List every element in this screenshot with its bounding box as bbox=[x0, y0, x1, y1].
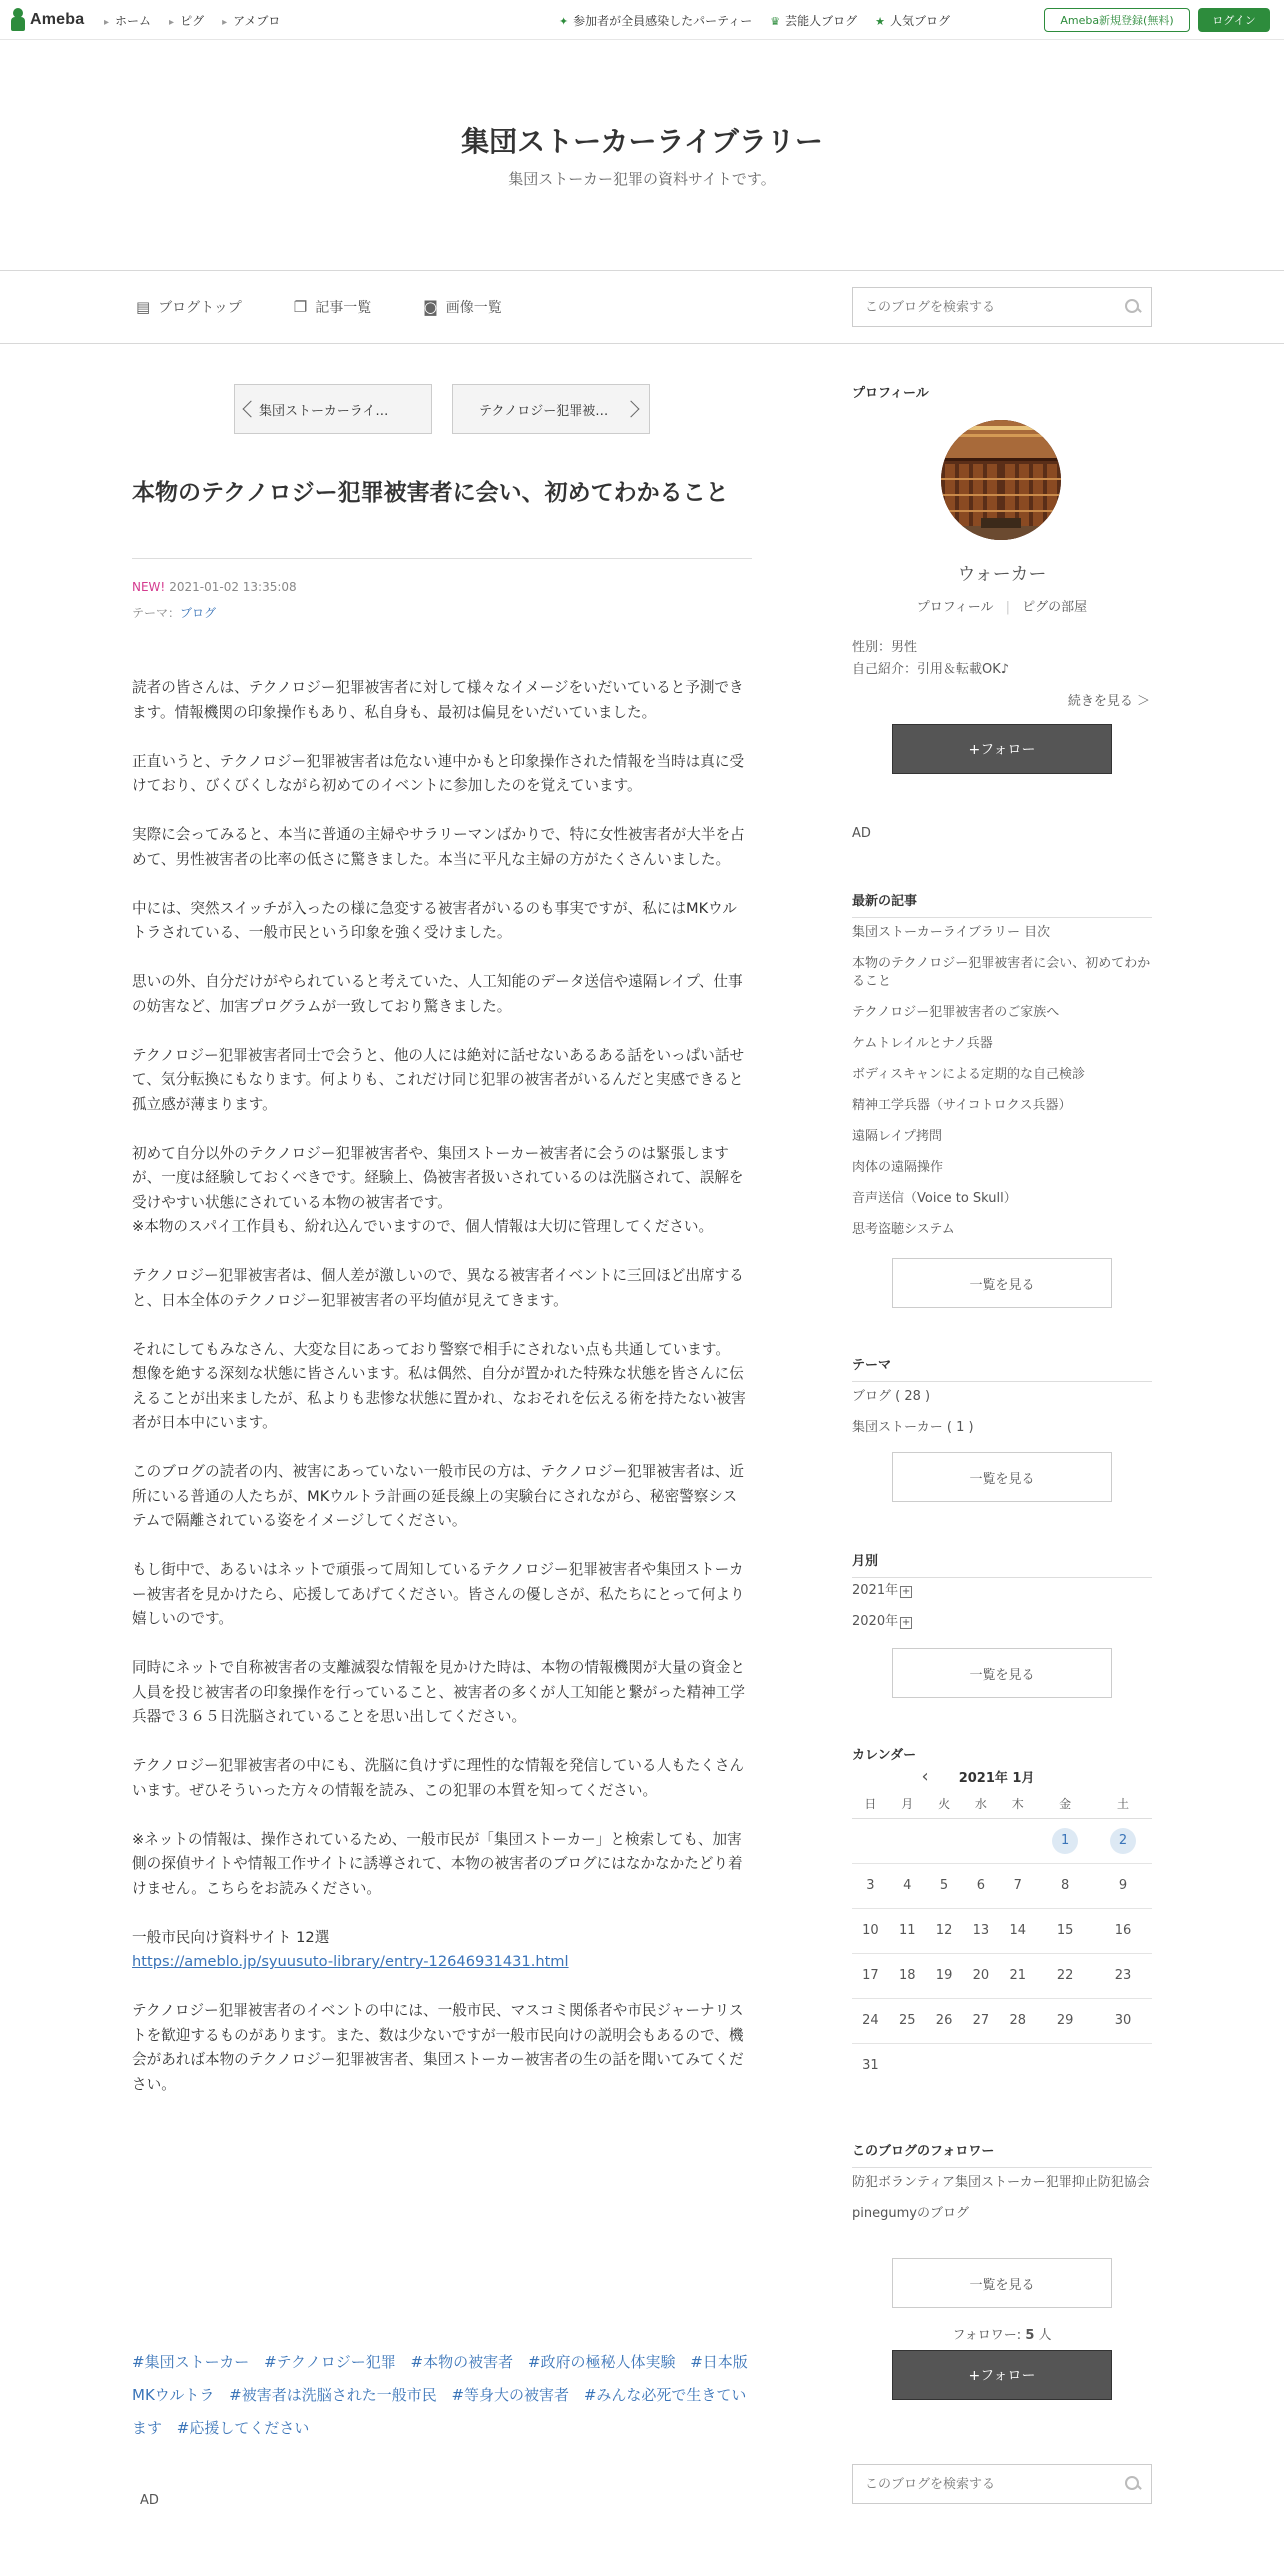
calendar-day: 24 bbox=[852, 1998, 889, 2043]
camera-icon: ◙ bbox=[423, 298, 438, 316]
follower-count-unit: 人 bbox=[1038, 2328, 1052, 2343]
featured-link-celebrity[interactable] bbox=[770, 12, 857, 29]
hashtag[interactable]: #集団ストーカー bbox=[132, 2353, 250, 2371]
nav-home[interactable]: ▸ ホーム bbox=[104, 12, 151, 29]
blog-header bbox=[0, 40, 1284, 270]
crown-icon: ♛ bbox=[770, 15, 781, 28]
profile-heading: プロフィール bbox=[852, 386, 929, 401]
entry-paragraph: ※ネットの情報は、操作されているため、一般市民が「集団ストーカー」と検索しても、加害側の探偵サイトや情報工作サイトに誘導されて、本物の被害者のブログにはなかなかたどり着けません。こちらをお読みください。 bbox=[132, 1830, 743, 1897]
weekday: 月 bbox=[889, 1790, 926, 1818]
weekday: 日 bbox=[852, 1790, 889, 1818]
calendar-day: 13 bbox=[962, 1908, 999, 1953]
featured-link-popular[interactable] bbox=[875, 12, 950, 29]
nav-ameblo[interactable]: ▸ アメブロ bbox=[222, 12, 280, 29]
calendar-day: 6 bbox=[962, 1863, 999, 1908]
entry-paragraph: テクノロジー犯罪被害者は、個人差が激しいので、異なる被害者イベントに三回ほど出席すると、日本全体のテクノロジー犯罪被害者の平均値が見えてきます。 bbox=[132, 1267, 744, 1309]
global-header bbox=[0, 0, 1284, 40]
entry-meta bbox=[132, 580, 297, 594]
resource-title: 一般市民向け資料サイト 12選 bbox=[132, 1928, 330, 1946]
month-heading: 月別 bbox=[852, 1550, 1152, 1578]
calendar-day: 17 bbox=[852, 1953, 889, 1998]
entry-paragraph: もし街中で、あるいはネットで頑張って周知しているテクノロジー犯罪被害者や集団ストーカー被害者を見かけたら、応援してあげてください。皆さんの優しさが、私たちにとって何より嬉しいのです。 bbox=[132, 1561, 745, 1627]
month-see-all-button[interactable]: 一覧を見る bbox=[892, 1648, 1112, 1698]
featured-link-party[interactable] bbox=[559, 12, 752, 29]
calendar-day: 21 bbox=[999, 1953, 1036, 1998]
ameba-logo[interactable] bbox=[10, 6, 84, 34]
sidebar-search-input[interactable] bbox=[853, 2465, 1103, 2503]
latest-item[interactable]: テクノロジー犯罪被害者のご家族へ bbox=[852, 1005, 1060, 1020]
calendar-day: 5 bbox=[926, 1863, 963, 1908]
follower-count-value: 5 bbox=[1025, 2328, 1035, 2343]
theme-heading: テーマ bbox=[852, 1354, 1152, 1382]
entry-theme-link[interactable]: ブログ bbox=[180, 606, 217, 620]
weekday: 水 bbox=[962, 1790, 999, 1818]
follow-button[interactable]: +フォロー bbox=[892, 724, 1112, 774]
followers-see-all-button[interactable]: 一覧を見る bbox=[892, 2258, 1112, 2308]
latest-item[interactable]: ケムトレイルとナノ兵器 bbox=[852, 1036, 993, 1051]
calendar-week bbox=[852, 1998, 1152, 2043]
register-button[interactable]: Ameba新規登録(無料) bbox=[1044, 8, 1190, 32]
latest-item[interactable]: 遠隔レイプ拷問 bbox=[852, 1129, 942, 1144]
calendar-day: 25 bbox=[889, 1998, 926, 2043]
calendar bbox=[852, 1790, 1152, 2088]
calendar-day: 18 bbox=[889, 1953, 926, 1998]
hashtag[interactable]: #等身大の被害者 bbox=[451, 2386, 570, 2404]
hashtag[interactable]: #みんな必死で生きています bbox=[132, 2386, 747, 2437]
entry-paragraph: 初めて自分以外のテクノロジー犯罪被害者や、集団ストーカー被害者に会うのは緊張しますが、一度は経験しておくべきです。経験上、偽被害者扱いされているのは洗脳されて、誤解を受けやすい状態にされている本物の被害者です。 ※本物のスパイ工作員も、紛れ込んでいますので、個人情報は大切に管理してください。 bbox=[132, 1144, 744, 1235]
nav-pigg[interactable]: ▸ ピグ bbox=[169, 12, 204, 29]
calendar-day: 29 bbox=[1036, 1998, 1094, 2043]
calendar-day-posted[interactable]: 2 bbox=[1094, 1818, 1152, 1863]
calendar-week bbox=[852, 1818, 1152, 1863]
expand-icon[interactable]: + bbox=[901, 1586, 911, 1597]
calendar-day-posted[interactable]: 1 bbox=[1036, 1818, 1094, 1863]
calendar-prev-icon[interactable]: ‹ bbox=[921, 1766, 929, 1787]
month-item[interactable] bbox=[852, 1582, 1152, 1600]
entry-paragraph: 正直いうと、テクノロジー犯罪被害者は危ない連中かもと印象操作された情報を当時は真に受けており、びくびくしながら初めてのイベントに参加したのを覚えています。 bbox=[132, 752, 745, 794]
hashtag[interactable]: #テクノロジー犯罪 bbox=[264, 2353, 396, 2371]
entry-datetime: 2021-01-02 13:35:08 bbox=[169, 580, 297, 594]
latest-heading: 最新の記事 bbox=[852, 890, 1152, 918]
entry-paragraph: 思いの外、自分だけがやられていると考えていた、人工知能のデータ送信や遠隔レイプ、仕事の妨害など、加害プログラムが一致しており驚きました。 bbox=[132, 973, 743, 1015]
blog-search-input[interactable] bbox=[853, 288, 1103, 326]
nav-image-list[interactable] bbox=[423, 297, 502, 317]
follower-count bbox=[852, 2324, 1152, 2343]
theme-item[interactable]: ブログ ( 28 ) bbox=[852, 1389, 931, 1404]
entry-closing: テクノロジー犯罪被害者のイベントの中には、一般市民、マスコミ関係者や市民ジャーナリストを歓迎するものがあります。また、数は少ないですが一般市民向けの説明会もあるので、機会があれば本物のテクノロジー犯罪被害者、集団ストーカー被害者の生の話を聞いてみてください。 bbox=[132, 2002, 744, 2093]
login-button[interactable]: ログイン bbox=[1198, 8, 1270, 32]
entry-paragraph: 読者の皆さんは、テクノロジー犯罪被害者に対して様々なイメージをいだいていると予測できます。情報機関の印象操作もあり、私自身も、最初は偏見をいだいていました。 bbox=[132, 679, 744, 721]
calendar-day: 12 bbox=[926, 1908, 963, 1953]
calendar-day: 26 bbox=[926, 1998, 963, 2043]
theme-list bbox=[852, 1388, 1152, 1450]
latest-list bbox=[852, 924, 1152, 1252]
latest-item[interactable]: 音声送信（Voice to Skull） bbox=[852, 1191, 1017, 1206]
calendar-day: 3 bbox=[852, 1863, 889, 1908]
entry-title[interactable]: 本物のテクノロジー犯罪被害者に会い、初めてわかること bbox=[132, 480, 729, 506]
blog-title[interactable]: 集団ストーカーライブラリー bbox=[461, 125, 823, 158]
follow-button-bottom[interactable]: +フォロー bbox=[892, 2350, 1112, 2400]
calendar-day: 20 bbox=[962, 1953, 999, 1998]
calendar-day: 22 bbox=[1036, 1953, 1094, 1998]
profile-gender: 性別：男性 bbox=[852, 640, 918, 655]
calendar-month bbox=[852, 1766, 1152, 1787]
profile-avatar[interactable] bbox=[941, 420, 1061, 540]
copy-icon: ❐ bbox=[293, 298, 308, 316]
search-icon[interactable] bbox=[1125, 299, 1141, 315]
hashtag-list bbox=[132, 2346, 750, 2445]
calendar-day: 14 bbox=[999, 1908, 1036, 1953]
blog-description: 集団ストーカー犯罪の資料サイトです。 bbox=[508, 170, 776, 188]
title-divider bbox=[132, 558, 752, 559]
follower-count-label: フォロワー: bbox=[952, 2328, 1022, 2343]
ameba-logo-icon bbox=[10, 8, 26, 32]
theme-item[interactable]: 集団ストーカー ( 1 ) bbox=[852, 1420, 974, 1435]
profile-links: プロフィール | ピグの部屋 bbox=[916, 600, 1088, 615]
calendar-day: 15 bbox=[1036, 1908, 1094, 1953]
hashtag[interactable]: #被害者は洗脳された一般市民 bbox=[229, 2386, 437, 2404]
weekday: 土 bbox=[1094, 1790, 1152, 1818]
calendar-week bbox=[852, 1863, 1152, 1908]
calendar-week bbox=[852, 1908, 1152, 1953]
followers-heading: このブログのフォロワー bbox=[852, 2140, 1152, 2168]
month-label: 2020年 bbox=[852, 1614, 899, 1629]
ad-label: AD bbox=[140, 2493, 159, 2508]
nav-entry-list[interactable] bbox=[294, 297, 371, 317]
next-entry-button[interactable]: テクノロジー犯罪被… bbox=[452, 384, 650, 434]
featured-links bbox=[559, 12, 950, 29]
resource-link[interactable]: https://ameblo.jp/syuusuto-library/entry-12646931431.html bbox=[132, 1953, 569, 1970]
entry-paragraph: 同時にネットで自称被害者の支離滅裂な情報を見かけた時は、本物の情報機関が大量の資金と人員を投じ被害者の印象操作を行っていること、被害者の多くが人工知能と繋がった精神工学兵器で３６５日洗脳されていることを思い出してください。 bbox=[132, 1659, 745, 1725]
weekday: 木 bbox=[999, 1790, 1036, 1818]
latest-item[interactable]: 集団ストーカーライブラリー 目次 bbox=[852, 925, 1051, 940]
calendar-week bbox=[852, 1953, 1152, 1998]
follower-item[interactable]: pinegumyのブログ bbox=[852, 2206, 969, 2221]
global-nav bbox=[104, 12, 280, 29]
search-icon[interactable] bbox=[1125, 2476, 1141, 2492]
latest-item[interactable]: 本物のテクノロジー犯罪被害者に会い、初めてわかること bbox=[852, 956, 1151, 989]
entry-paragraph: テクノロジー犯罪被害者の中にも、洗脳に負けずに理性的な情報を発信している人もたくさんいます。ぜひそういった方々の情報を読み、この犯罪の本質を知ってください。 bbox=[132, 1757, 745, 1799]
nav-blog-top-label: ブログトップ bbox=[158, 300, 242, 316]
nav-image-list-label: 画像一覧 bbox=[445, 300, 502, 316]
entry-theme bbox=[132, 604, 216, 621]
latest-item[interactable]: 思考盗聴システム bbox=[852, 1222, 955, 1237]
calendar-day: 16 bbox=[1094, 1908, 1152, 1953]
calendar-day: 9 bbox=[1094, 1863, 1152, 1908]
pig-room-link[interactable]: ピグの部屋 bbox=[1022, 600, 1088, 615]
blog-nav bbox=[0, 270, 1284, 344]
latest-item[interactable]: 精神工学兵器（サイコトロクス兵器） bbox=[852, 1098, 1072, 1113]
featured-link-label: 参加者が全員感染したパーティー bbox=[573, 14, 753, 28]
entry-paragraph: このブログの読者の内、被害にあっていない一般市民の方は、テクノロジー犯罪被害者は、近所にいる普通の人たちが、MKウルトラ計画の延長線上の実験台にされながら、秘密警察システムで隔離されている姿をイメージしてください。 bbox=[132, 1463, 744, 1529]
expand-icon[interactable]: + bbox=[901, 1617, 911, 1628]
calendar-weekdays bbox=[852, 1790, 1152, 1818]
calendar-day: 10 bbox=[852, 1908, 889, 1953]
hashtag[interactable]: #政府の極秘人体実験 bbox=[527, 2353, 676, 2371]
calendar-day: 27 bbox=[962, 1998, 999, 2043]
calendar-day: 8 bbox=[1036, 1863, 1094, 1908]
entry-paragraph: それにしてもみなさん、大変な目にあっており警察で相手にされない点も共通しています。 想像を絶する深刻な状態に皆さんいます。私は偶然、自分が置かれた特殊な状態を皆さんに伝えることが出来ましたが、私よりも悲惨な状態に置かれ、なおそれを伝える術を持たない被害者が日本中にいます。 bbox=[132, 1340, 746, 1431]
entry-body bbox=[132, 676, 750, 2122]
theme-see-all-button[interactable]: 一覧を見る bbox=[892, 1452, 1112, 1502]
profile-intro: 自己紹介：引用＆転載OK♪ bbox=[852, 662, 1010, 677]
nav-blog-top[interactable] bbox=[136, 297, 242, 317]
latest-see-all-button[interactable]: 一覧を見る bbox=[892, 1258, 1112, 1308]
entry-paragraph: 実際に会ってみると、本当に普通の主婦やサラリーマンばかりで、特に女性被害者が大半を占めて、男性被害者の比率の低さに驚きました。本当に平凡な主婦の方がたくさんいました。 bbox=[132, 826, 745, 868]
read-more-link[interactable]: 続きを見る ＞ bbox=[1067, 694, 1150, 709]
nav-entry-list-label: 記事一覧 bbox=[315, 300, 372, 316]
new-badge: NEW! bbox=[132, 580, 166, 594]
entry-paragraph: テクノロジー犯罪被害者同士で会うと、他の人には絶対に話せないあるある話をいっぱい話せて、気分転換にもなります。何よりも、これだけ同じ犯罪の被害者がいるんだと実感できると孤立感が薄まります。 bbox=[132, 1046, 745, 1113]
sidebar-ad-label: AD bbox=[852, 826, 871, 841]
calendar-day: 28 bbox=[999, 1998, 1036, 2043]
profile-name[interactable]: ウォーカー bbox=[957, 564, 1047, 585]
calendar-day: 7 bbox=[999, 1863, 1036, 1908]
calendar-day: 31 bbox=[862, 2058, 879, 2074]
latest-item[interactable]: 肉体の遠隔操作 bbox=[852, 1160, 944, 1175]
document-icon: ▤ bbox=[136, 298, 151, 316]
month-list bbox=[852, 1582, 1152, 1644]
star-icon: ★ bbox=[875, 15, 885, 28]
calendar-week bbox=[852, 2043, 1152, 2088]
weekday: 火 bbox=[926, 1790, 963, 1818]
resource-block bbox=[132, 1926, 750, 1975]
blog-search-box bbox=[852, 287, 1152, 327]
library-image-icon bbox=[941, 420, 1061, 540]
hashtag[interactable]: #応援してください bbox=[176, 2419, 310, 2437]
month-label: 2021年 bbox=[852, 1583, 899, 1598]
weekday: 金 bbox=[1036, 1790, 1094, 1818]
logo-text: Ameba bbox=[30, 11, 85, 28]
calendar-day: 11 bbox=[889, 1908, 926, 1953]
sidebar-search-box bbox=[852, 2464, 1152, 2504]
calendar-day: 23 bbox=[1094, 1953, 1152, 1998]
entry-paragraph: 中には、突然スイッチが入ったの様に急変する被害者がいるのも事実ですが、私にはMKウルトラされている、一般市民という印象を強く受けました。 bbox=[132, 899, 737, 941]
prev-entry-button[interactable]: 集団ストーカーライ… bbox=[234, 384, 432, 434]
hashtag[interactable]: #本物の被害者 bbox=[410, 2353, 514, 2371]
followers-list bbox=[852, 2174, 1152, 2236]
calendar-month-label: 2021年 1月 bbox=[958, 1771, 1035, 1786]
profile-link[interactable]: プロフィール bbox=[916, 600, 994, 615]
calendar-heading: カレンダー bbox=[852, 1748, 917, 1763]
calendar-day: 19 bbox=[926, 1953, 963, 1998]
sparkle-icon: ✦ bbox=[558, 15, 569, 28]
month-item[interactable] bbox=[852, 1613, 1152, 1631]
featured-link-label: 人気ブログ bbox=[889, 14, 950, 28]
entry-theme-label: テーマ： bbox=[132, 606, 181, 620]
follower-item[interactable]: 防犯ボランティア集団ストーカー犯罪抑止防犯協会 bbox=[852, 2175, 1150, 2190]
hashtag[interactable]: #日本版MKウルトラ bbox=[132, 2353, 748, 2404]
latest-item[interactable]: ボディスキャンによる定期的な自己検診 bbox=[852, 1067, 1085, 1082]
calendar-day: 4 bbox=[889, 1863, 926, 1908]
featured-link-label: 芸能人ブログ bbox=[785, 14, 858, 28]
calendar-day: 30 bbox=[1094, 1998, 1152, 2043]
